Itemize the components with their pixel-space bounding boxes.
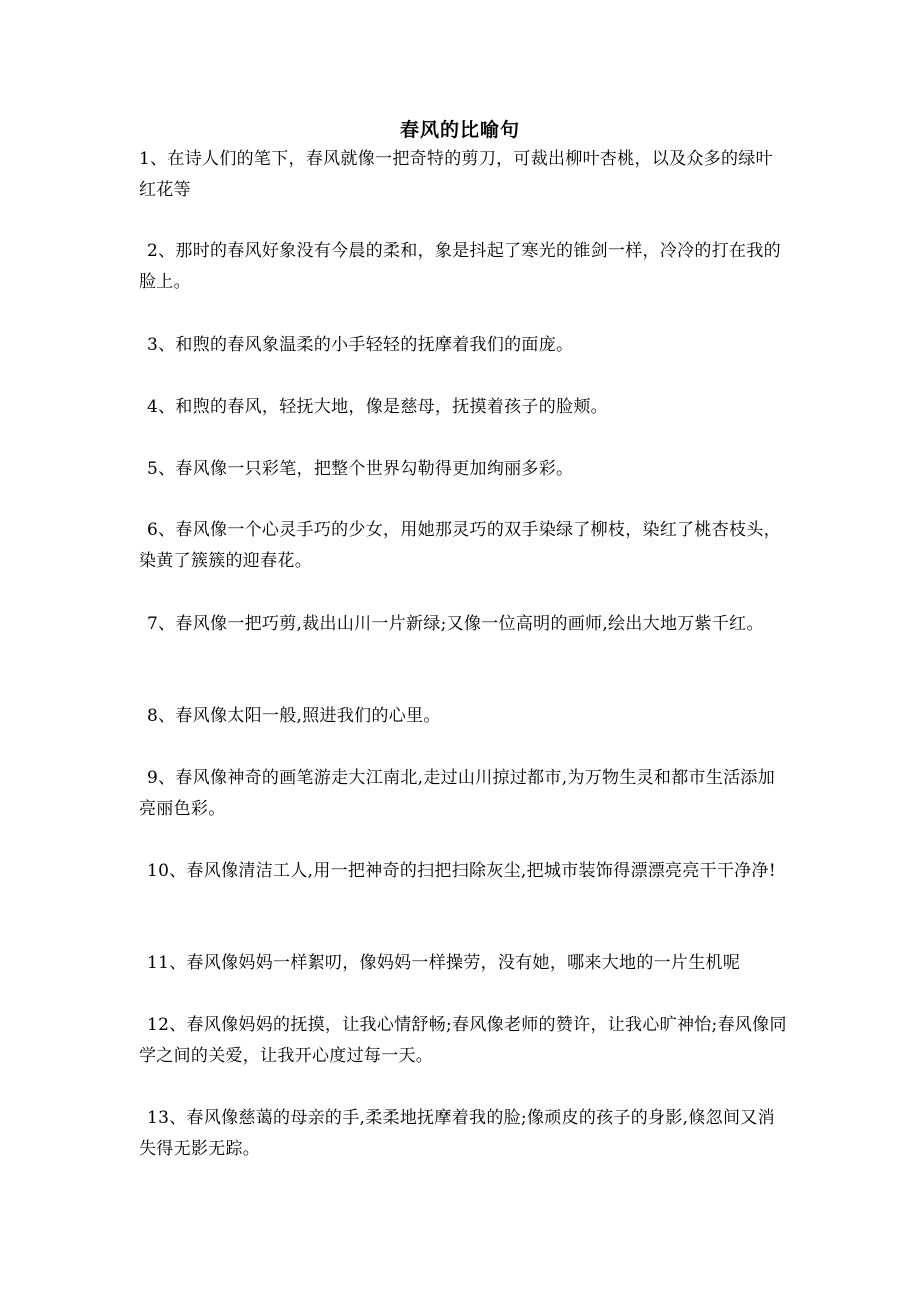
paragraph-10: 10、春风像清洁工人,用一把神奇的扫把扫除灰尘,把城市装饰得漂漂亮亮干干净净! (147, 861, 776, 881)
paragraph-11: 11、春风像妈妈一样絮叨，像妈妈一样操劳，没有她，哪来大地的一片生机呢 (147, 953, 741, 973)
paragraph-8: 8、春风像太阳一般,照进我们的心里。 (147, 706, 441, 726)
paragraph-6: 6、春风像一个心灵手巧的少女，用她那灵巧的双手染绿了柳枝，染红了桃杏枝头，染黄了簇簇的迎春花。 (139, 520, 781, 571)
paragraph-3: 3、和煦的春风象温柔的小手轻轻的抚摩着我们的面庞。 (147, 335, 574, 355)
paragraph-1: 1、在诗人们的笔下，春风就像一把奇特的剪刀，可裁出柳叶杏桃，以及众多的绿叶红花等 (139, 149, 773, 200)
paragraph-12: 12、春风像妈妈的抚摸，让我心情舒畅;春风像老师的赞许，让我心旷神怡;春风像同学之间的关爱，让我开心度过每一天。 (139, 1015, 787, 1066)
paragraph-7: 7、春风像一把巧剪,裁出山川一片新绿;又像一位高明的画师,绘出大地万紫千红。 (147, 614, 764, 634)
paragraph-4: 4、和煦的春风，轻抚大地，像是慈母，抚摸着孩子的脸颊。 (147, 397, 608, 417)
paragraph-13: 13、春风像慈蔼的母亲的手,柔柔地抚摩着我的脸;像顽皮的孩子的身影,倏忽间又消失得无影无踪。 (139, 1108, 775, 1159)
paragraph-2: 2、那时的春风好象没有今晨的柔和，象是抖起了寒光的锥剑一样，冷冷的打在我的脸上。 (139, 241, 781, 292)
paragraph-5: 5、春风像一只彩笔，把整个世界勾勒得更加绚丽多彩。 (147, 459, 574, 479)
document-title: 春风的比喻句 (399, 119, 520, 141)
paragraph-9: 9、春风像神奇的画笔游走大江南北,走过山川掠过都市,为万物生灵和都市生活添加亮丽色彩。 (139, 768, 776, 819)
